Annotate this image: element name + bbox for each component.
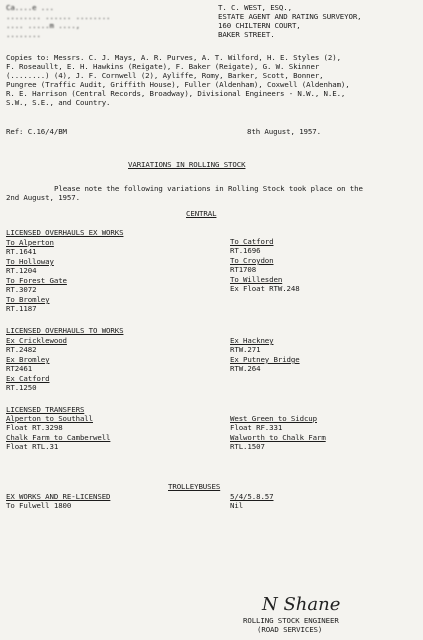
intro-line-2: 2nd August, 1957. <box>6 193 80 202</box>
copies-line-3: (........) (4), J. F. Cornwell (2), Ayliffe, Romy, Barker, Scott, Bonner, <box>6 71 324 80</box>
stock-item: RT1708 <box>230 265 257 274</box>
section-central: CENTRAL <box>186 209 217 218</box>
trolleybus-right-value: Nil <box>230 501 244 510</box>
trolleybus-row-label: EX WORKS AND RE-LICENSED <box>6 492 111 501</box>
stock-item: RT.2482 <box>6 345 37 354</box>
dest-putney-bridge: Ex Putney Bridge <box>230 355 300 364</box>
sender-line-2: ........ ...... ........ <box>6 12 111 21</box>
dest-bromley: Ex Bromley <box>6 355 50 364</box>
document-title: VARIATIONS IN ROLLING STOCK <box>128 160 246 169</box>
heading-overhauls-ex-works: LICENSED OVERHAULS EX WORKS <box>6 228 124 237</box>
copies-line-6: S.W., S.E., and Country. <box>6 98 111 107</box>
heading-transfers: LICENSED TRANSFERS <box>6 405 85 414</box>
stock-item: RTW.264 <box>230 364 261 373</box>
dest-hackney: Ex Hackney <box>230 336 274 345</box>
copies-line-2: F. Roseaullt, E. H. Hawkins (Reigate), F. Baker (Reigate), G. W. Skinner <box>6 62 320 71</box>
stock-item: Ex Float RTW.248 <box>230 284 300 293</box>
dest-bromley: To Bromley <box>6 295 50 304</box>
dest-alperton: To Alperton <box>6 238 54 247</box>
dest-willesden: To Willesden <box>230 275 283 284</box>
recipient-address-2: BAKER STREET. <box>218 30 275 39</box>
sender-line-3: .... .....m ...., <box>6 21 80 30</box>
recipient-title: ESTATE AGENT AND RATING SURVEYOR, <box>218 12 362 21</box>
dest-holloway: To Holloway <box>6 257 54 266</box>
stock-item: RT.1250 <box>6 383 37 392</box>
intro-line-1: Please note the following variations in Rolling Stock took place on the <box>54 184 363 193</box>
recipient-name: T. C. WEST, ESQ., <box>218 3 292 12</box>
trolleybus-left-value: To Fulwell 1800 <box>6 501 72 510</box>
handwritten-signature: N Shane <box>262 594 341 615</box>
dest-catford: Ex Catford <box>6 374 50 383</box>
heading-overhauls-to-works: LICENSED OVERHAULS TO WORKS <box>6 326 124 335</box>
recipient-address-1: 160 CHILTERN COURT, <box>218 21 301 30</box>
section-trolleybuses: TROLLEYBUSES <box>168 482 221 491</box>
stock-item: RT.1204 <box>6 266 37 275</box>
letter-date: 8th August, 1957. <box>247 127 321 136</box>
copies-line-1: Copies to: Messrs. C. J. Mays, A. R. Purves, A. T. Wilford, H. E. Styles (2), <box>6 53 341 62</box>
dest-catford: To Catford <box>230 237 274 246</box>
sender-line-4: ........ <box>6 30 41 39</box>
stock-item: RT.3072 <box>6 285 37 294</box>
dest-forest-gate: To Forest Gate <box>6 276 67 285</box>
transfer-route: West Green to Sidcup <box>230 414 317 423</box>
trolleybus-dates: 5/4/5.8.57 <box>230 492 274 501</box>
reference: Ref: C.16/4/BM <box>6 127 67 136</box>
signature-title: ROLLING STOCK ENGINEER <box>243 616 339 625</box>
transfer-route: Alperton to Southall <box>6 414 93 423</box>
stock-item: RT.1696 <box>230 246 261 255</box>
stock-item: RT.1641 <box>6 247 37 256</box>
transfer-route: Chalk Farm to Camberwell <box>6 433 111 442</box>
dest-croydon: To Croydon <box>230 256 274 265</box>
stock-item: RT2461 <box>6 364 33 373</box>
stock-item: Float RT.3298 <box>6 423 63 432</box>
stock-item: RTL.1507 <box>230 442 265 451</box>
stock-item: Float RF.331 <box>230 423 283 432</box>
signature-subtitle: (ROAD SERVICES) <box>257 625 323 634</box>
stock-item: RT.1187 <box>6 304 37 313</box>
stock-item: Float RTL.31 <box>6 442 59 451</box>
transfer-route: Walworth to Chalk Farm <box>230 433 326 442</box>
dest-cricklewood: Ex Cricklewood <box>6 336 67 345</box>
copies-line-4: Pungree (Traffic Audit, Griffith House), Fuller (Aldenham), Coxwell (Aldenham), <box>6 80 350 89</box>
stock-item: RTW.271 <box>230 345 261 354</box>
sender-line-1: Ca....e ... <box>6 3 54 12</box>
copies-line-5: R. E. Harrison (Central Records, Broadway), Divisional Engineers - N.W., N.E., <box>6 89 346 98</box>
